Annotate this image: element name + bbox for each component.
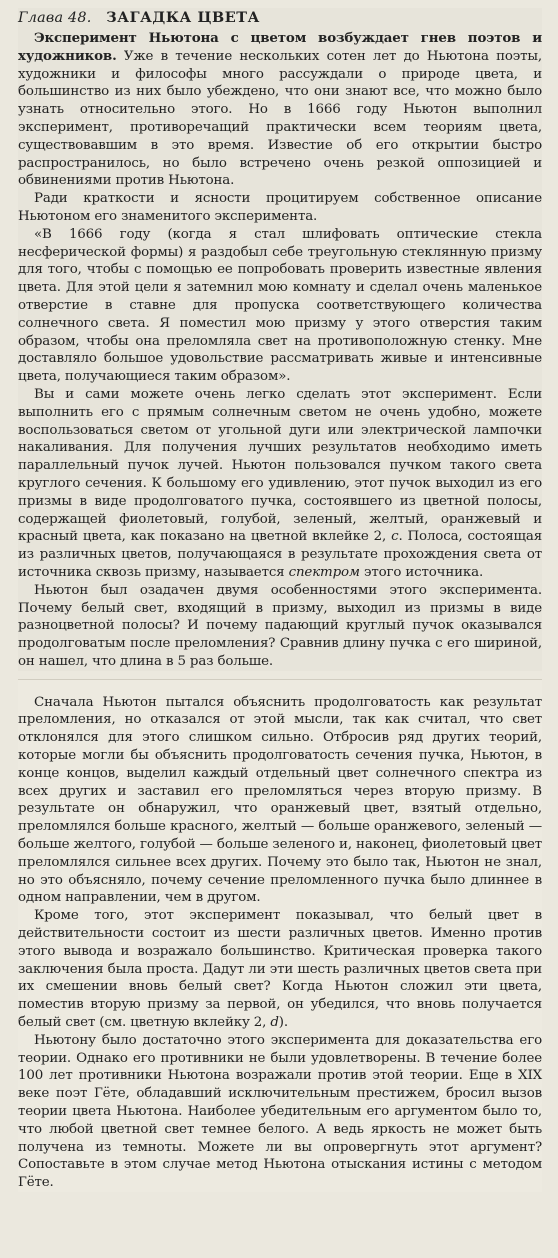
page-section-top [18,8,542,671]
color-plate-ref-d: d [270,1015,279,1031]
paragraph-4-text-c: этого источника. [359,564,484,580]
paragraph-4-text-a: Вы и сами можете очень легко сделать этот эксперимент. Если выполнить его с прямым солнечным светом не очень удобно, можете воспользоваться светом от угольной дуги или электрической лампочки накаливания. Для получения лучших результатов необходимо иметь параллельный пучок лучей. Ньютон пользовался пучком такого света круглого сечения. К большому его удивлению, этот пучок выходил из его призмы в виде продолговатого пучка, состоявшего из цветной полосы, содержащей фиолетовый, голубой, зеленый, желтый, оранжевый и красный цвета, как показано на цветной вклейке 2, [18,386,542,545]
paragraph-6: Сначала Ньютон пытался объяснить продолговатость как результат преломления, но отказался от этой мысли, так как считал, что свет отклонялся для этого слишком сильно. Отбросив ряд других теорий, которые могли бы объяснить продолговатость сечения пучка, Ньютон, в конце концов, выделил каждый отдельный цвет солнечного спектра из всех других и заставил его преломляться через вторую призму. В результате он обнаружил, что оранжевый цвет, взятый отдельно, преломлялся больше красного, желтый — больше оранжевого, зеленый — больше желтого, голубой — больше зеленого и, наконец, фиолетовый цвет преломлялся сильнее всех других. Почему это было так, Ньютон не знал, но это объясняло, почему сечение преломленного пучка было длиннее в одном направлении, чем в другом. [18,694,542,906]
term-spectrum: спектром [288,564,360,580]
paragraph-5: Ньютон был озадачен двумя особенностями этого эксперимента. Почему белый свет, входящий в призму, выходил из призмы в виде разноцветной полосы? И почему падающий круглый пучок оказывался продолговатым после преломления? Сравнив длину пучка с его шириной, он нашел, что длина в 5 раз больше. [18,582,542,669]
paragraph-7 [18,907,542,1032]
paragraph-1-lead: Эксперимент Ньютона с цветом возбуждает гнев поэтов и художников. [18,30,542,64]
paragraph-2: Ради краткости и ясности процитируем собственное описание Ньютоном его знаменитого эксперимента. [18,191,542,224]
paragraph-7-text-b: ). [278,1015,288,1031]
paragraph-4 [18,386,542,582]
page-section-bottom [18,679,542,1192]
paragraph-3-quote: «В 1666 году (когда я стал шлифовать оптические стекла несферической формы) я раздобыл себе треугольную стеклянную призму для того, чтобы с помощью ее попробовать проверить известные явления цвета. Для этой цели я затемнил мою комнату и сделал очень маленькое отверстие в ставне для пропуска соответствующего количества солнечного света. Я поместил мою призму у этого отверстия таким образом, чтобы она преломляла свет на противоположную стенку. Мне доставляло большое удовольствие рассматривать живые и интенсивные цвета, получающиеся таким образом». [18,226,542,385]
paragraph-4-text-b: . Полоса, состоящая из различных цветов, получающаяся в результате прохождения света от источника сквозь призму, называется [18,529,542,580]
paragraph-1 [18,30,542,190]
chapter-title: ЗАГАДКА ЦВЕТА [106,9,260,26]
paragraph-7-text-a: Кроме того, этот эксперимент показывал, что белый цвет в действительности состоит из шести различных цветов. Именно против этого вывода и возражало большинство. Критическая проверка такого заключения была проста. Дадут ли эти шесть различных цветов света при их смешении вновь белый свет? Когда Ньютон сложил эти цвета, поместив вторую призму за первой, он убедился, что вновь получается белый свет (см. цветную вклейку 2, [18,908,542,1031]
chapter-heading [18,8,542,28]
paragraph-1-text: Уже в течение нескольких сотен лет до Ньютона поэты, художники и философы много рассуждали о природе цвета, и большинство из них было убеждено, что они знают все, что можно было узнать относительно этого. Но в 1666 году Ньютон выполнил эксперимент, противоречащий практически всем теориям цвета, существовавшим в это время. Известие об его открытии быстро распространилось, но было встречено очень резкой оппозицией и обвинениями против Ньютона. [18,48,542,189]
paragraph-8: Ньютону было достаточно этого эксперимента для доказательства его теории. Однако его противники не были удовлетворены. В течение более 100 лет противники Ньютона возражали против этой теории. Еще в XIX веке поэт Гёте, обладавший исключительным престижем, бросил вызов теории цвета Ньютона. Наиболее убедительным его аргументом было то, что любой цветной свет темнее белого. А ведь яркость не может быть получена из темноты. Можете ли вы опровергнуть этот аргумент? Сопоставьте в этом случае метод Ньютона отыскания истины с методом Гёте. [18,1032,542,1191]
chapter-number: Глава 48. [18,10,92,26]
color-plate-ref-c: с [391,529,399,545]
